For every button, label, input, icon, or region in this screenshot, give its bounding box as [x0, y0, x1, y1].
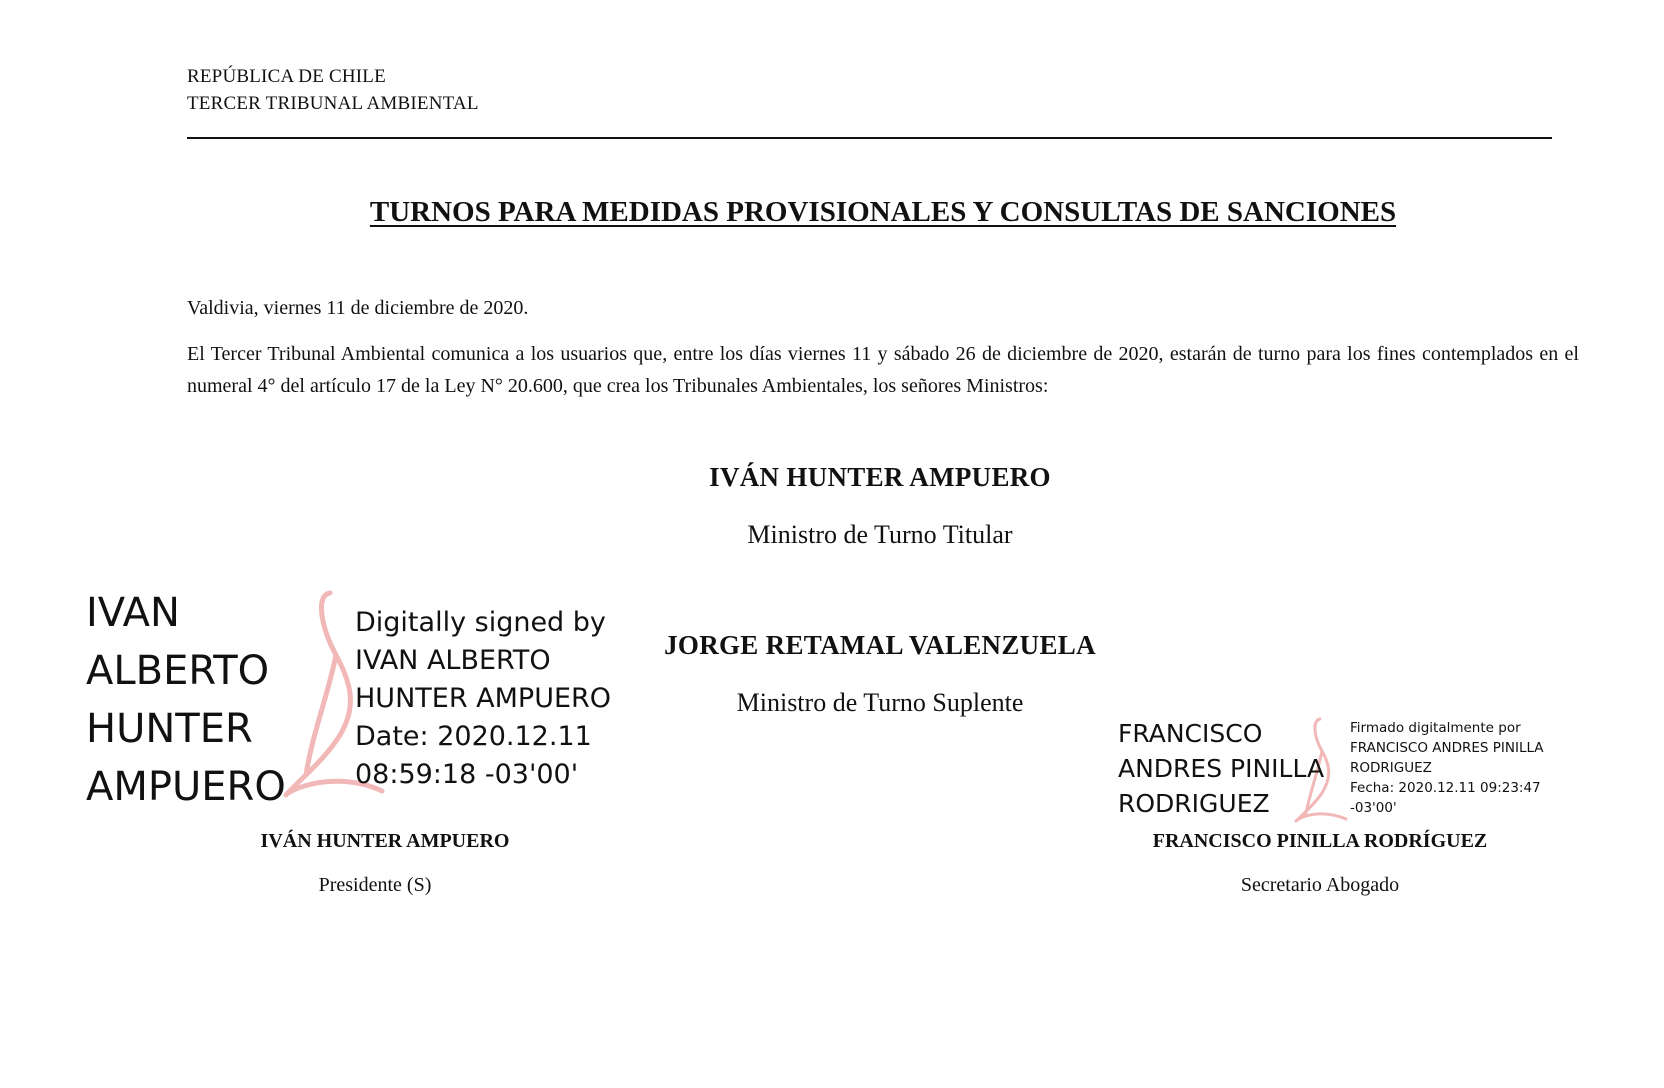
stamp-info-line: FRANCISCO ANDRES PINILLA	[1350, 740, 1544, 756]
body-paragraph: El Tercer Tribunal Ambiental comunica a los usuarios que, entre los días viernes 11 y sábado 26 de diciembre de 2020, estarán de turno para los fines contemplados en el numeral 4° del artículo 17 de la Ley N° 20.600, que crea los Tribunales Ambientales, los señores Ministros:	[187, 343, 1579, 397]
stamp-info-line: IVAN ALBERTO	[355, 645, 551, 676]
header-republic: REPÚBLICA DE CHILE	[187, 66, 386, 87]
header-tribunal: TERCER TRIBUNAL AMBIENTAL	[187, 93, 479, 114]
signer-left-role: Presidente (S)	[318, 874, 432, 896]
stamp-info-line: HUNTER AMPUERO	[355, 683, 612, 714]
stamp-name-line: AMPUERO	[86, 764, 286, 810]
minister-suplente-role: Ministro de Turno Suplente	[736, 688, 1024, 717]
header-divider	[187, 137, 1552, 139]
stamp-info-line: Digitally signed by	[355, 607, 606, 638]
signer-right-name: FRANCISCO PINILLA RODRÍGUEZ	[1152, 830, 1488, 852]
stamp-name-line: FRANCISCO	[1118, 719, 1263, 748]
stamp-info-line: -03'00'	[1350, 800, 1397, 816]
minister-titular-role: Ministro de Turno Titular	[747, 520, 1013, 549]
stamp-info-line: Firmado digitalmente por	[1350, 720, 1521, 736]
stamp-info-line: 08:59:18 -03'00'	[355, 759, 579, 790]
stamp-name-line: ANDRES PINILLA	[1118, 754, 1325, 783]
stamp-info-line: RODRIGUEZ	[1350, 760, 1432, 776]
stamp-info-line: Fecha: 2020.12.11 09:23:47	[1350, 780, 1541, 796]
date-line: Valdivia, viernes 11 de diciembre de 2020.	[187, 297, 529, 319]
stamp-name-line: ALBERTO	[86, 648, 270, 694]
stamp-info-line: Date: 2020.12.11	[355, 721, 592, 752]
signature-left-stamp-name	[86, 584, 346, 816]
signature-left-stamp-info	[355, 604, 645, 794]
stamp-name-line: RODRIGUEZ	[1118, 789, 1270, 818]
signature-right-stamp-name	[1118, 716, 1348, 821]
minister-suplente-name: JORGE RETAMAL VALENZUELA	[664, 630, 1096, 660]
document-title: TURNOS PARA MEDIDAS PROVISIONALES Y CONSULTAS DE SANCIONES	[369, 196, 1397, 228]
signer-left-name: IVÁN HUNTER AMPUERO	[260, 830, 510, 852]
minister-titular-name: IVÁN HUNTER AMPUERO	[709, 462, 1051, 492]
signer-right-role: Secretario Abogado	[1240, 874, 1400, 896]
stamp-name-line: HUNTER	[86, 706, 253, 752]
stamp-name-line: IVAN	[86, 590, 180, 636]
signature-right-stamp-info	[1350, 718, 1590, 818]
